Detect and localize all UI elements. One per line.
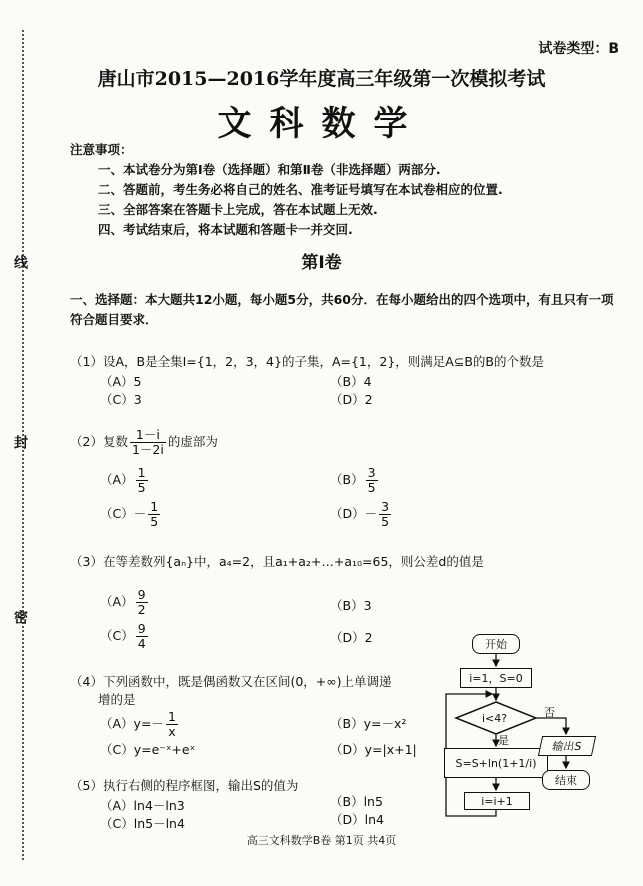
- flowchart-start: 开始: [472, 634, 520, 654]
- binding-label-xian: 线: [12, 255, 28, 269]
- question-4-stem-line2: 增的是: [98, 692, 136, 707]
- note-item-1: 一、本试卷分为第Ⅰ卷（选择题）和第Ⅱ卷（非选择题）两部分.: [98, 162, 441, 177]
- q2-option-d: [330, 500, 393, 529]
- q4-option-c: （C）y=e⁻ˣ+eˣ: [100, 742, 196, 757]
- subject-title: 文科数学: [217, 104, 426, 144]
- q2-c-frac: [148, 500, 160, 529]
- q3-a-num: 9: [137, 587, 146, 602]
- q2-c-den: 5: [150, 514, 159, 529]
- q2-option-a: [100, 466, 150, 495]
- q2-a-frac: [136, 466, 148, 495]
- q5-option-d: （D）ln4: [330, 812, 384, 827]
- q3-a-den: 2: [137, 602, 146, 617]
- flowchart-init: i=1，S=0: [460, 668, 532, 688]
- q2-prefix: （2）复数: [70, 434, 128, 449]
- q3-c-label: （C）: [100, 628, 134, 643]
- q2-d-label: （D）－: [330, 506, 378, 521]
- q5-option-c: （C）ln5－ln4: [100, 816, 185, 831]
- q3-option-a: [100, 588, 150, 617]
- q5-option-a: （A）ln4－ln3: [100, 798, 185, 813]
- q4-option-a: [100, 710, 180, 739]
- q2-d-frac: [379, 500, 391, 529]
- flowchart-condition: i<4?: [482, 712, 508, 725]
- q1-option-d: （D）2: [330, 392, 373, 407]
- q2-d-den: 5: [381, 514, 390, 529]
- q2-b-den: 5: [367, 480, 376, 495]
- q2-a-den: 5: [137, 480, 146, 495]
- note-item-3: 三、全部答案在答题卡上完成，答在本试题上无效.: [98, 202, 378, 217]
- q3-option-b: （B）3: [330, 598, 372, 613]
- flowchart-no-label: 否: [544, 706, 555, 719]
- q3-a-label: （A）: [100, 594, 134, 609]
- q4-a-label: （A）y=－: [100, 716, 164, 731]
- q4-a-den: x: [168, 724, 176, 739]
- q2-b-label: （B）: [330, 472, 364, 487]
- note-item-2: 二、答题前，考生务必将自己的姓名、准考证号填写在本试卷相应的位置.: [98, 182, 503, 197]
- note-item-4: 四、考试结束后，将本试题和答题卡一并交回.: [98, 222, 353, 237]
- flowchart-end: 结束: [542, 770, 590, 790]
- q4-option-d: （D）y=|x+1|: [330, 742, 417, 757]
- q4-a-num: 1: [167, 709, 176, 724]
- paper-type: 试卷类型：B: [538, 41, 619, 57]
- part-title: 第Ⅰ卷: [301, 253, 342, 273]
- q2-suffix: 的虚部为: [167, 434, 218, 449]
- flowchart-increment: i=i+1: [464, 792, 530, 810]
- q1-option-c: （C）3: [100, 392, 142, 407]
- q2-frac-den: 1－2i: [131, 442, 164, 457]
- q3-a-frac: [136, 588, 148, 617]
- section-heading: 一、选择题：本大题共12小题，每小题5分，共60分．在每小题给出的四个选项中，有且只有一项符合题目要求．: [70, 292, 614, 327]
- q2-c-label: （C）－: [100, 506, 147, 521]
- q3-option-c: [100, 622, 150, 651]
- q2-b-frac: [366, 466, 378, 495]
- q2-fraction: [130, 428, 166, 457]
- q2-b-num: 3: [367, 465, 376, 480]
- q1-option-a: （A）5: [100, 374, 142, 389]
- q2-frac-num: 1－i: [130, 428, 166, 443]
- q2-c-num: 1: [150, 499, 159, 514]
- question-3-stem: （3）在等差数列{aₙ}中，a₄=2，且a₁+a₂+…+a₁₀=65，则公差d的值是: [70, 554, 484, 569]
- q3-c-frac: [136, 622, 148, 651]
- q2-option-c: [100, 500, 162, 529]
- question-5-stem: （5）执行右侧的程序框图，输出S的值为: [70, 778, 299, 793]
- q2-a-label: （A）: [100, 472, 134, 487]
- q2-a-num: 1: [137, 465, 146, 480]
- q5-option-b: （B）ln5: [330, 794, 383, 809]
- q3-c-den: 4: [137, 636, 146, 651]
- notes-title: 注意事项：: [70, 142, 133, 157]
- flowchart-output: 输出S: [538, 736, 596, 756]
- binding-label-feng: 封: [12, 435, 28, 449]
- flowchart: [438, 632, 616, 822]
- q3-option-d: （D）2: [330, 630, 373, 645]
- exam-title: 唐山市2015—2016学年度高三年级第一次模拟考试: [97, 68, 546, 90]
- page-footer: 高三文科数学B卷 第1页 共4页: [246, 834, 397, 847]
- q4-option-b: （B）y=－x²: [330, 716, 407, 731]
- q2-option-b: [330, 466, 380, 495]
- q1-option-b: （B）4: [330, 374, 372, 389]
- question-4-stem-line1: （4）下列函数中，既是偶函数又在区间(0，+∞)上单调递: [70, 674, 392, 689]
- q2-d-num: 3: [381, 499, 390, 514]
- q3-c-num: 9: [137, 621, 146, 636]
- question-2-stem: [70, 428, 218, 457]
- flowchart-yes-label: 是: [498, 734, 509, 747]
- q4-a-frac: [166, 710, 178, 739]
- question-1-stem: （1）设A，B是全集I={1，2，3，4}的子集，A={1，2}，则满足A⊆B的B的个数是: [70, 354, 544, 369]
- flowchart-process: S=S+ln(1+1/i): [444, 748, 548, 778]
- binding-label-mi: 密: [12, 610, 28, 624]
